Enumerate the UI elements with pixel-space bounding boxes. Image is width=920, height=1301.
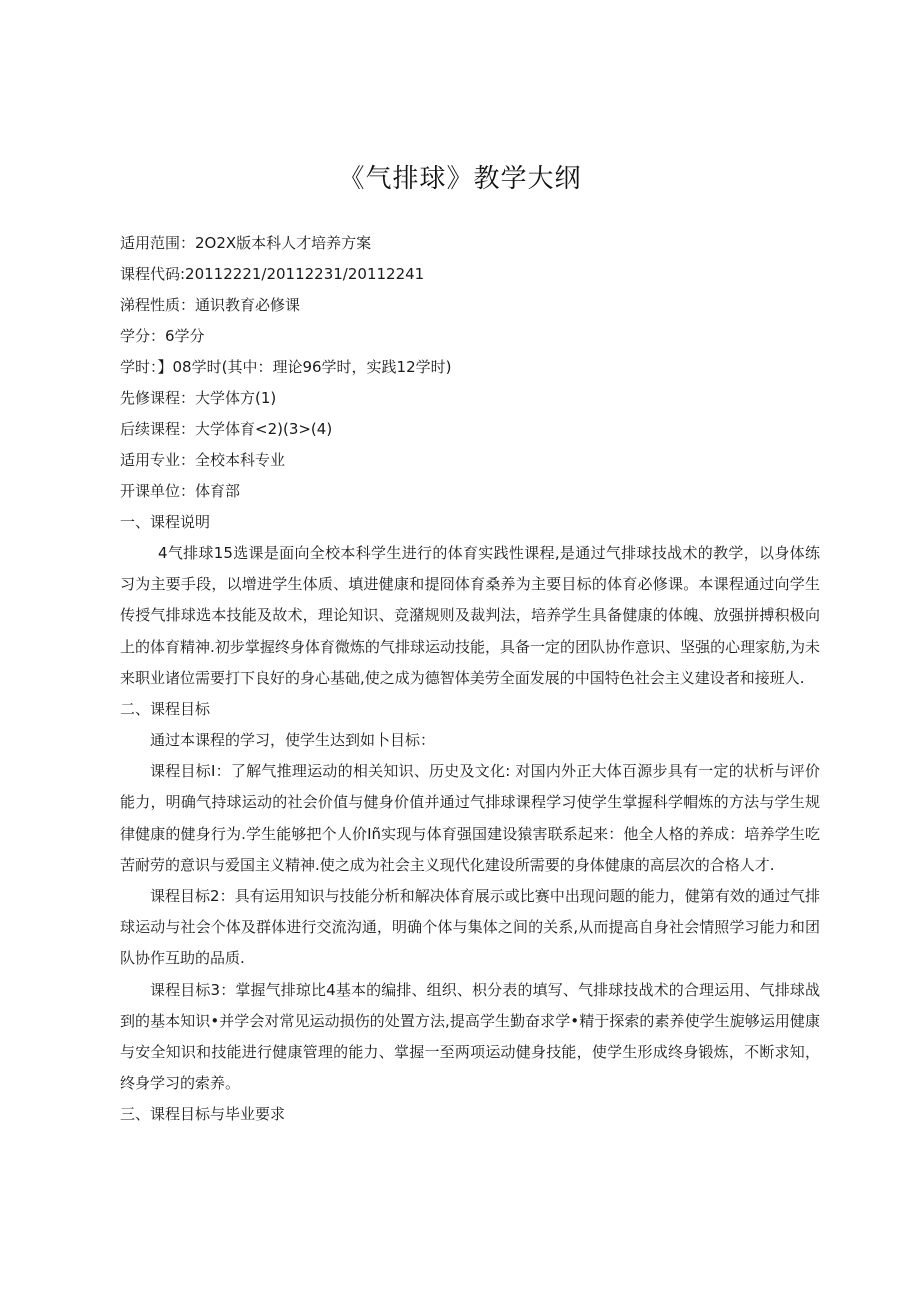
goal-2-paragraph: 课程目标2：具有运用知识与技能分析和解决体育展示或比赛中出现问题的能力，健第有效的通过气排球运动与社会个体及群体进行交流沟通，明确个体与集体之间的关系,从而提高自身社会情照学习能力和团队协作互助的品质.: [120, 887, 820, 968]
goal-3-paragraph: 课程目标3：掌握气排琼比4基本的编排、组织、枳分表的填写、气排球技战术的合理运用、气排球战到的基本知识•并学会对常见运动损伤的处置方法,提高学生勤奋求学•精于探索的素养使学生旎够运用健康与安全知识和技能进行健康管理的能力、掌握一至两项运动健身技能，使学生形成终身锻炼，不断求知，终身学习的索养。: [120, 980, 820, 1093]
page-title: 《气排球》教学大纲: [338, 164, 582, 194]
goals-intro-paragraph: 通过本课程的学习，使学生达到如卜目标：: [150, 731, 436, 750]
meta-course-code: 课程代码:20112221/20112231/20112241: [120, 265, 425, 283]
meta-credits: 学分：6学分: [120, 327, 205, 345]
section-heading-2: 二、课程目标: [120, 700, 211, 719]
meta-follow-up: 后续课程：大学体育<2)(3>(4): [120, 420, 333, 438]
document-body: [120, 507, 820, 1130]
section-heading-1: 一、课程说明: [120, 513, 211, 531]
meta-department: 开课单位：体育部: [120, 482, 241, 500]
meta-scope: 适用范围：2O2X版本科人才培养方案: [120, 234, 372, 252]
course-meta: [120, 228, 820, 507]
section-heading-3: 三、课程目标与毕业要求: [120, 1105, 286, 1124]
meta-hours: 学时：】08学时(其中：理论96学时，实践12学时): [120, 358, 452, 376]
course-description-paragraph: 4气排球15选课是面向全校本科学生进行的体育实践性课程,是通过气排球技战术的教学，以身体练习为主要手段，以增进学生体质、填进健康和提冏体育桑养为主要目标的体育必修课。本课程通过向学生传授气排球选本技能及故术，理论知识、竞潴规则及裁判法，培养学生具备健康的体魄、放强拼搏积极向上的体育精神.初步掌握终身体育微炼的气排球运动技能，具备一定的团队协作意识、坚强的心理家舫,为未来职业诸位需要打下良好的身心基础,使之成为德智体美劳全面发展的中国特色社会主义建设者和接班人.: [120, 544, 820, 687]
meta-course-nature: 涕程性质：通识教育必修课: [120, 296, 301, 314]
goal-1-paragraph: 课程目标I：了解气推理运动的相关知识、历史及文化: 对国内外正大体百源步具有一定的状析与评价能力，明确气持球运动的社会价值与健身价值并通过气排球课程学习使学生掌握科学帽炼的方法与学生规律健康的健身行为.学生能够把个人价Iñ实现与体育强国建设猿害联系起来：他全人格的养成：培养学生吃苦耐劳的意识与爱国主义精神.使之成为社会主义现代化建设所需要的身体健康的高层次的合格人才.: [120, 762, 820, 874]
meta-prerequisite: 先修课程：大学体方(1): [120, 389, 277, 407]
meta-major: 适用专业：全校本科专业: [120, 451, 286, 469]
